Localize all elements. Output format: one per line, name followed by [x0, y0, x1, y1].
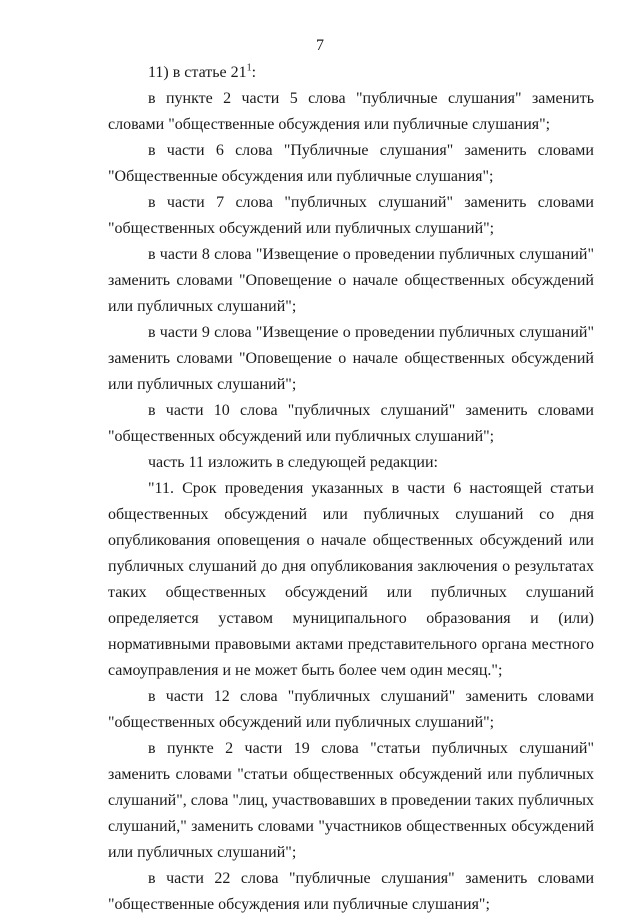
paragraph-amendment: часть 11 изложить в следующей редакции: [148, 454, 438, 471]
paragraph-amendment: в части 9 слова "Извещение о проведении публичных слушаний" заменить словами "Оповещение о начале общественных обсуждений или публичных слушаний"; [108, 324, 594, 393]
paragraph-amendment: в части 10 слова "публичных слушаний" заменить словами "общественных обсуждений или публичных слушаний"; [108, 402, 594, 445]
paragraph-amendment: в пункте 2 части 19 слова "статьи публичных слушаний" заменить словами "статьи общественных обсуждений или публичных слушаний", слова "лиц, участвовавших в проведении таких публичных слушаний," заменить словами "участников общественных обсуждений или публичных слушаний"; [108, 740, 594, 861]
paragraph-tail: : [251, 64, 257, 81]
paragraph-amendment: в части 12 слова "публичных слушаний" заменить словами "общественных обсуждений или публичных слушаний"; [108, 688, 594, 731]
paragraph-amendment: в части 22 слова "публичные слушания" заменить словами "общественные обсуждения или публичные слушания"; [108, 870, 594, 913]
superscript: 1 [246, 62, 252, 74]
paragraph-quoted-text: "11. Срок проведения указанных в части 6 настоящей статьи общественных обсуждений или публичных слушаний со дня опубликования оповещения о начале общественных обсуждений или публичных слушаний до дня опубликования заключения о результатах таких общественных обсуждений или публичных слушаний определяется уставом муниципального образования и (или) нормативными правовыми актами представительного органа местного самоуправления и не может быть более чем один месяц."; [108, 480, 594, 679]
paragraph-amendment: в части 6 слова "Публичные слушания" заменить словами "Общественные обсуждения или публичные слушания"; [108, 142, 594, 185]
paragraph-article-heading [108, 60, 594, 86]
page-number: 7 [316, 37, 324, 54]
paragraph-amendment: в части 8 слова "Извещение о проведении публичных слушаний" заменить словами "Оповещение о начале общественных обсуждений или публичных слушаний"; [108, 246, 594, 315]
document-body [108, 60, 594, 918]
paragraph-amendment: в части 7 слова "публичных слушаний" заменить словами "общественных обсуждений или публичных слушаний"; [108, 194, 594, 237]
paragraph-text: 11) в статье 21 [148, 64, 247, 81]
paragraph-amendment: в пункте 2 части 5 слова "публичные слушания" заменить словами "общественные обсуждения или публичные слушания"; [108, 90, 594, 133]
